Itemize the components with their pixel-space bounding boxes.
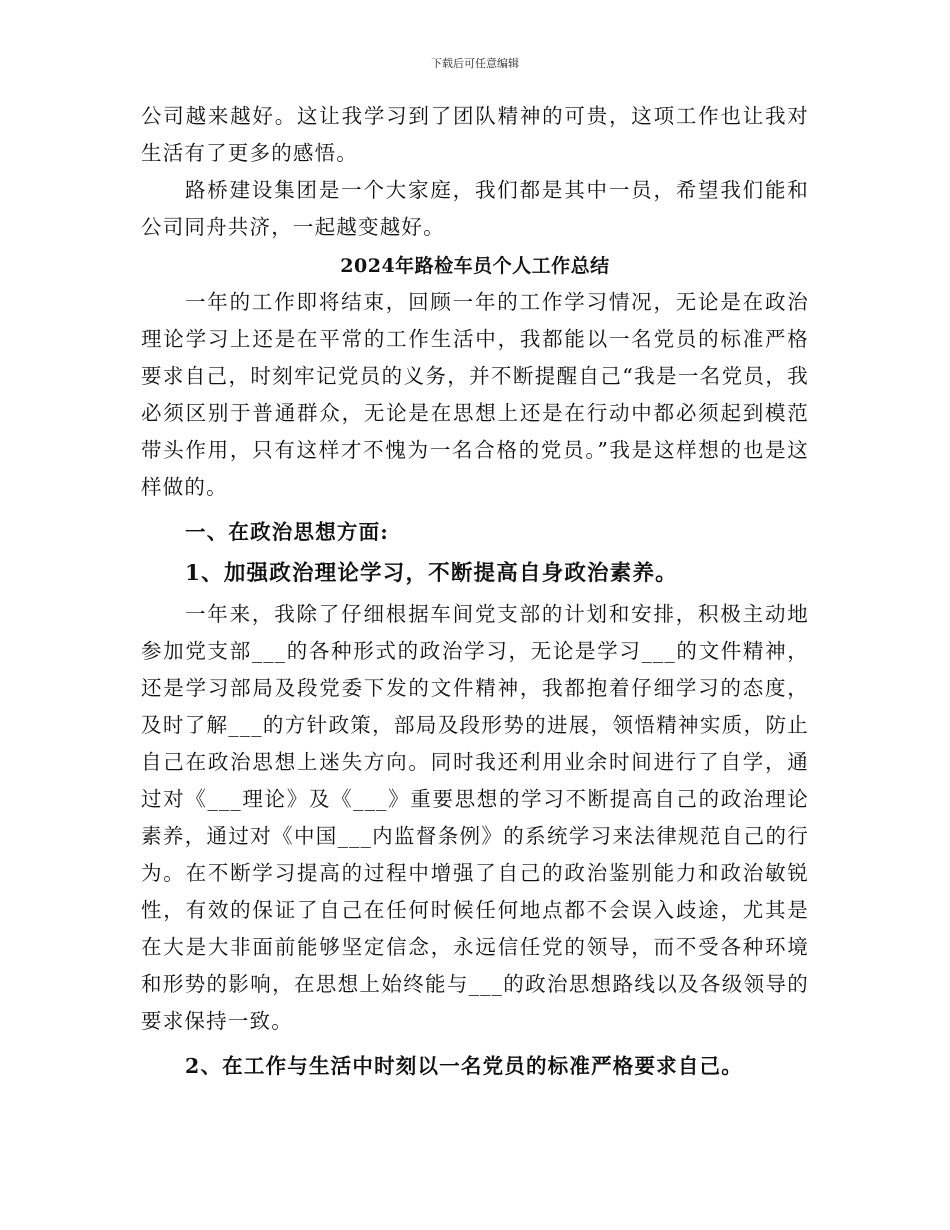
- document-body: [141, 98, 809, 1085]
- document-title: 2024年路检车员个人工作总结: [340, 255, 610, 277]
- subsection-heading-theory-study: 1、加强政治理论学习，不断提高自身政治素养。: [185, 561, 678, 586]
- paragraph-theory-study: 一年来，我除了仔细根据车间党支部的计划和安排，积极主动地参加党支部___的各种形式的政治学习，无论是学习___的文件精神，还是学习部局及段党委下发的文件精神，我都抱着仔细学习的态度，及时了解___的方针政策，部局及段形势的进展，领悟精神实质，防止自己在政治思想上迷失方向。同时我还利用业余时间进行了自学，通过对《___理论》及《___》重要思想的学习不断提高自己的政治理论素养，通过对《中国___内监督条例》的系统学习来法律规范自己的行为。在不断学习提高的过程中增强了自己的政治鉴别能力和政治敏锐性，有效的保证了自己在任何时候任何地点都不会误入歧途，尤其是在大是大非面前能够坚定信念，永远信任党的领导，而不受各种环境和形势的影响，在思想上始终能与___的政治思想路线以及各级领导的要求保持一致。: [141, 602, 809, 1033]
- section-heading-political: 一、在政治思想方面:: [185, 520, 390, 544]
- paragraph-closing: 路桥建设集团是一个大家庭，我们都是其中一员，希望我们能和公司同舟共济，一起越变越好。: [141, 178, 809, 239]
- page-header-note: 下载后可任意编辑: [431, 57, 519, 70]
- subsection-heading-party-standard: 2、在工作与生活中时刻以一名党员的标准严格要求自己。: [185, 1054, 743, 1078]
- paragraph-continuation: 公司越来越好。这让我学习到了团队精神的可贵，这项工作也让我对生活有了更多的感悟。: [141, 104, 809, 165]
- paragraph-intro: 一年的工作即将结束，回顾一年的工作学习情况，无论是在政治理论学习上还是在平常的工作生活中，我都能以一名党员的标准严格要求自己，时刻牢记党员的义务，并不断提醒自己“我是一名党员，我必须区别于普通群众，无论是在思想上还是在行动中都必须起到模范带头作用，只有这样才不愧为一名合格的党员。”我是这样想的也是这样做的。: [141, 290, 809, 499]
